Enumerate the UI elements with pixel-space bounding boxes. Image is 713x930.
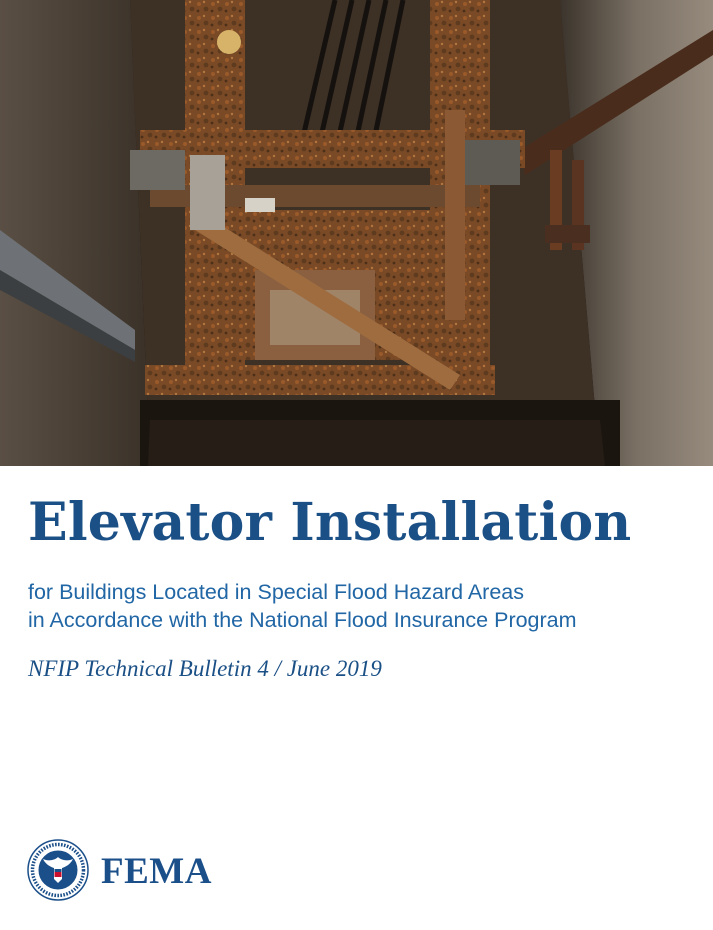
document-subtitle [28,578,577,634]
bulletin-line: NFIP Technical Bulletin 4 / June 2019 [28,656,382,681]
fema-wordmark: FEMA [101,851,212,892]
dhs-seal-icon [27,839,89,901]
document-title: Elevator Installation [28,492,632,553]
subtitle-line-1: for Buildings Located in Special Flood Hazard Areas [28,580,524,604]
subtitle-line-2: in Accordance with the National Flood Insurance Program [28,608,577,632]
